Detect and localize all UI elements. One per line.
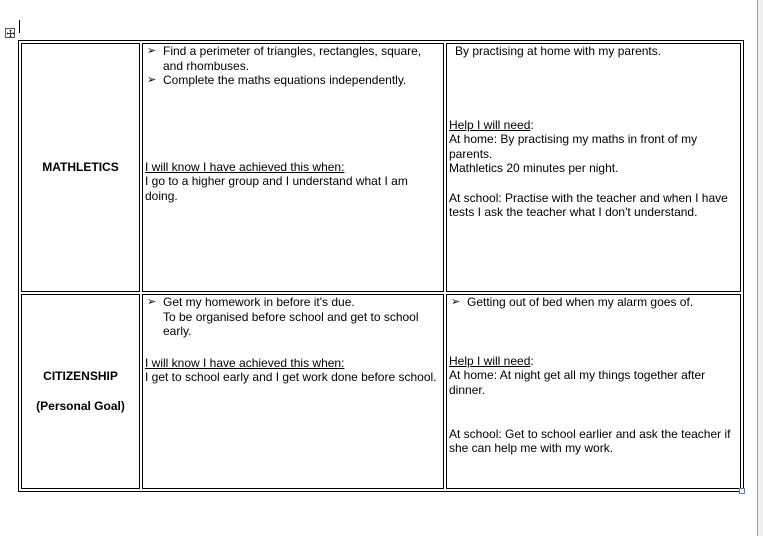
table-row [21,43,741,292]
subject-cell[interactable] [21,294,140,489]
help-home-text: At home: By practising my maths in front of my parents. [449,132,698,161]
help-home-extra-text: Mathletics 20 minutes per night. [449,161,619,176]
table-move-handle-icon[interactable] [5,28,15,38]
text-cursor [19,20,20,33]
arrowhead-bullet-icon: ➢ [451,296,461,308]
list-item: ➢ Complete the maths equations independently. [147,73,407,88]
achieved-text: I go to a higher group and I understand what I am doing. [145,174,408,203]
help-heading: Help I will need [449,117,531,132]
goals-table [18,40,744,492]
goals-cell[interactable] [142,43,444,292]
list-item: ➢ Get my homework in before it's due. [147,295,355,309]
achieved-heading: I will know I have achieved this when: [145,355,345,370]
help-heading-line: Help I will need: [449,353,534,368]
help-cell[interactable] [446,43,741,292]
arrowhead-bullet-icon: ➢ [147,296,157,308]
achieved-text: I get to school early and I get work done before school. [145,370,437,385]
page-edge [757,0,763,536]
strategy-text: Getting out of bed when my alarm goes of. [467,295,694,309]
table-resize-handle-icon[interactable] [739,488,745,494]
subject-label: CITIZENSHIP [43,369,118,384]
list-item: To be organised before school and get to school early. [163,309,419,339]
strategy-list [449,295,738,310]
help-cell[interactable] [446,294,741,489]
help-school-text: At school: Practise with the teacher and when I have tests I ask the teacher what I don't understand. [449,190,728,220]
strategy-text: By practising at home with my parents. [455,44,662,58]
list-item: ➢ Find a perimeter of triangles, rectangles, square, and rhombuses. [147,44,422,73]
help-school-text: At school: Get to school earlier and ask the teacher if she can help me with my work. [449,426,731,456]
goals-list [145,44,441,88]
help-heading-line: Help I will need: [449,117,534,132]
subject-label: MATHLETICS [42,160,119,175]
help-home-text: At home: At night get all my things together after dinner. [449,368,706,397]
arrowhead-bullet-icon: ➢ [147,45,157,57]
achieved-heading: I will know I have achieved this when: [145,159,345,174]
help-heading: Help I will need [449,353,531,368]
arrowhead-bullet-icon: ➢ [147,74,157,87]
subject-sublabel: (Personal Goal) [36,399,125,413]
subject-cell[interactable] [21,43,140,292]
table-row [21,294,741,489]
goals-list [145,295,441,339]
goals-cell[interactable] [142,294,444,489]
list-item [449,295,738,310]
